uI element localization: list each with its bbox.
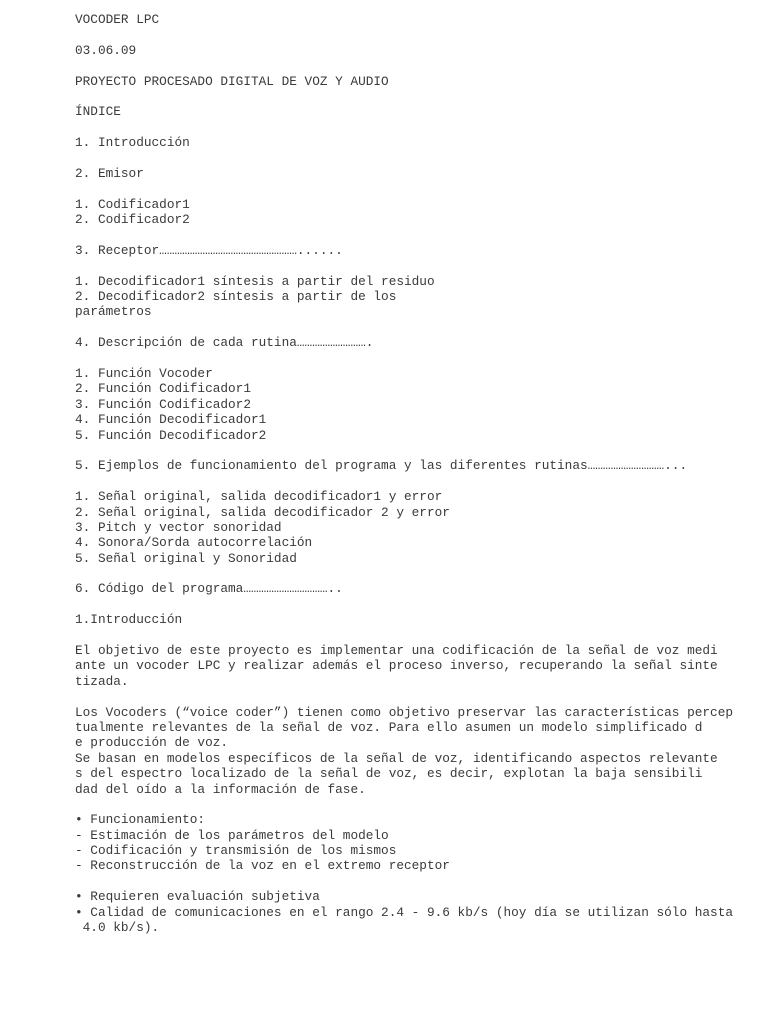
blank-line [75,258,755,273]
text-line: 1.Introducción [75,612,183,628]
text-line: VOCODER LPC [75,12,160,27]
text-line: 03.06.09 [75,42,137,58]
text-line: 1. Decodificador1 síntesis a partir del residuo [75,273,435,289]
text-line: 3. Receptor………………………………………………...... [75,242,343,258]
blank-line [75,474,755,489]
blank-line [75,181,755,196]
blank-line [75,689,755,704]
text-line: - Codificación y transmisión de los mismos [75,843,397,859]
text-line: 2. Codificador2 [75,212,190,228]
document-text [75,12,755,935]
text-line: 1. Señal original, salida decodificador1 y error [75,489,443,505]
text-line: s del espectro localizado de la señal de voz, es decir, explotan la baja sensibili [75,766,703,782]
text-line: 2. Emisor [75,165,144,181]
text-line: e producción de voz. [75,735,229,751]
text-line: 3. Función Codificador2 [75,396,251,412]
text-line: 5. Función Decodificador2 [75,427,267,443]
text-line: El objetivo de este proyecto es implementar una codificación de la señal de voz medi [75,643,718,659]
text-line: 2. Función Codificador1 [75,381,251,397]
text-line: 2. Decodificador2 síntesis a partir de los [75,289,397,305]
blank-line [75,120,755,135]
blank-line [75,628,755,643]
blank-line [75,58,755,73]
text-line: 1. Introducción [75,135,190,151]
text-line: 2. Señal original, salida decodificador 2 y error [75,504,450,520]
text-line: tizada. [75,673,129,689]
text-line: ante un vocoder LPC y realizar además el proceso inverso, recuperando la señal sinte [75,658,718,674]
text-line: - Estimación de los parámetros del modelo [75,827,389,843]
blank-line [75,151,755,166]
text-line: 3. Pitch y vector sonoridad [75,519,282,535]
text-line: 1. Codificador1 [75,196,190,212]
text-line: • Funcionamiento: [75,812,206,828]
text-line: 4. Sonora/Sorda autocorrelación [75,535,313,551]
text-line: PROYECTO PROCESADO DIGITAL DE VOZ Y AUDIO [75,73,389,89]
text-line: 4. Descripción de cada rutina………………………. [75,335,374,351]
blank-line [75,597,755,612]
blank-line [75,797,755,812]
text-line: tualmente relevantes de la señal de voz. Para ello asumen un modelo simplificado d [75,719,703,735]
text-line: dad del oído a la información de fase. [75,781,366,797]
text-line: Se basan en modelos específicos de la señal de voz, identificando aspectos relevante [75,750,718,766]
blank-line [75,227,755,242]
text-line: 5. Ejemplos de funcionamiento del programa y las diferentes rutinas…………………………... [75,458,688,474]
blank-line [75,443,755,458]
text-line: ÍNDICE [75,104,121,120]
blank-line [75,27,755,42]
blank-line [75,320,755,335]
blank-line [75,89,755,104]
text-line: 1. Función Vocoder [75,365,213,381]
blank-line [75,351,755,366]
text-line: 6. Código del programa…………………………….. [75,581,343,597]
blank-line [75,874,755,889]
text-line: 4.0 kb/s). [75,920,160,936]
text-line: • Requieren evaluación subjetiva [75,889,320,905]
blank-line [75,566,755,581]
text-line: Los Vocoders (“voice coder”) tienen como objetivo preservar las características percep [75,704,734,720]
text-line: • Calidad de comunicaciones en el rango 2.4 - 9.6 kb/s (hoy día se utilizan sólo hasta [75,904,734,920]
text-line: 5. Señal original y Sonoridad [75,550,297,566]
text-line: - Reconstrucción de la voz en el extremo receptor [75,858,450,874]
text-line: parámetros [75,304,152,320]
text-line: 4. Función Decodificador1 [75,412,267,428]
